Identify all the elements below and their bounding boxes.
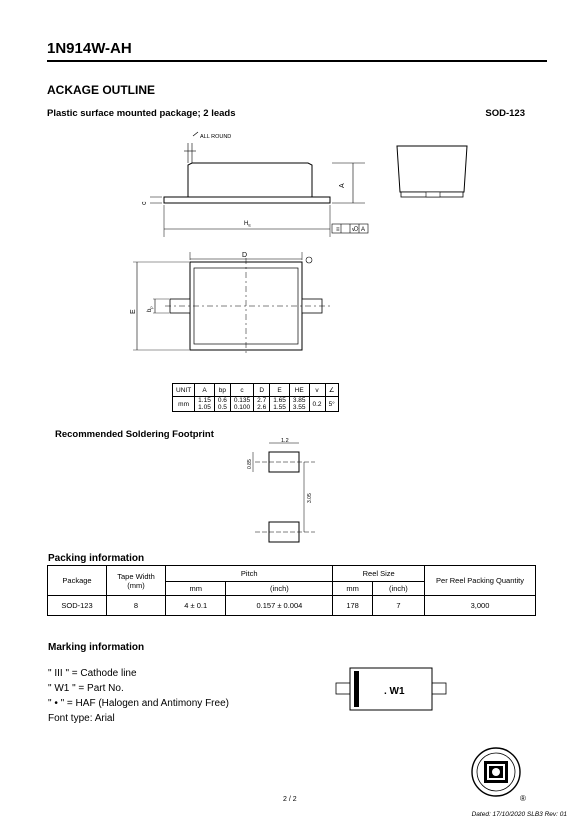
document-title: 1N914W-AH — [47, 40, 132, 57]
footprint-dim-top: 1.2 — [281, 438, 289, 444]
dim-He-label: $H_E$ — [244, 221, 252, 228]
dims-header: v — [309, 384, 325, 397]
dims-cell-c: 0.135 0.100 — [230, 397, 253, 412]
dims-cell-A: 1.15 1.05 — [195, 397, 215, 412]
page-number: 2 / 2 — [283, 796, 297, 803]
package-code: SOD-123 — [485, 108, 525, 119]
dims-header: UNIT — [173, 384, 195, 397]
footprint-drawing — [240, 437, 320, 549]
packing-heading: Packing information — [48, 553, 145, 564]
dims-cell-E: 1.65 1.55 — [270, 397, 290, 412]
packing-header-tape-width: Tape Width (mm) — [107, 566, 166, 596]
packing-cell-tape-width: 8 — [107, 596, 166, 616]
marking-heading: Marking information — [48, 642, 145, 653]
dims-header: bp — [214, 384, 230, 397]
package-description: Plastic surface mounted package; 2 leads — [47, 108, 236, 119]
marking-line-font: Font type: Arial — [48, 713, 115, 724]
packing-cell-reel-mm: 178 — [333, 596, 372, 616]
packing-header-pitch: Pitch — [166, 566, 333, 582]
dim-E-label: E — [130, 309, 137, 314]
revision-date: Dated: 17/10/2020 SLB3 Rev: 01 — [471, 811, 567, 818]
packing-cell-package: SOD-123 — [48, 596, 107, 616]
footprint-dim-left: 0.85 — [247, 459, 253, 469]
packing-cell-qty: 3,000 — [425, 596, 536, 616]
footprint-heading: Recommended Soldering Footprint — [55, 429, 214, 440]
dim-A-label: A — [339, 183, 346, 188]
side-view-drawing — [140, 125, 390, 240]
packing-header-reel-size: Reel Size — [333, 566, 425, 582]
marking-line-part-no: " W1 " = Part No. — [48, 683, 124, 694]
marking-line-haf: " • " = HAF (Halogen and Antimony Free) — [48, 698, 229, 709]
packing-cell-reel-inch: 7 — [372, 596, 424, 616]
packing-subheader-pitch-inch: (inch) — [226, 582, 333, 596]
dim-c-label: c — [141, 201, 148, 205]
packing-header-package: Package — [48, 566, 107, 596]
packing-subheader-reel-mm: mm — [333, 582, 372, 596]
dims-cell-v: 0.2 — [309, 397, 325, 412]
part-marking: . W1 — [384, 686, 405, 697]
svg-text:A: A — [361, 227, 366, 233]
dim-bp-label: $b_p$ — [147, 306, 154, 312]
end-view-drawing — [395, 144, 470, 206]
packing-table — [47, 565, 536, 616]
packing-subheader-pitch-mm: mm — [166, 582, 226, 596]
svg-text:v: v — [352, 227, 355, 233]
dims-header: D — [254, 384, 270, 397]
dims-cell-bp: 0.6 0.5 — [214, 397, 230, 412]
top-view-drawing — [125, 248, 335, 360]
dims-header: c — [230, 384, 253, 397]
dims-cell-He: 3.85 3.55 — [289, 397, 309, 412]
dims-header: ∠ — [325, 384, 338, 397]
all-round-label: ALL ROUND — [200, 134, 232, 140]
svg-text:≡: ≡ — [336, 227, 340, 233]
registered-mark: ® — [520, 794, 526, 803]
marking-line-cathode: " III " = Cathode line — [48, 668, 137, 679]
package-outline-heading: ACKAGE OUTLINE — [47, 83, 155, 97]
packing-header-per-reel: Per Reel Packing Quantity — [425, 566, 536, 596]
dims-header: E — [270, 384, 290, 397]
dims-cell-angle: 5° — [325, 397, 338, 412]
dims-unit: mm — [173, 397, 195, 412]
dims-header: HE — [289, 384, 309, 397]
packing-cell-pitch-mm: 4 ± 0.1 — [166, 596, 226, 616]
dim-D-label: D — [242, 252, 248, 259]
dims-header: A — [195, 384, 215, 397]
packing-cell-pitch-inch: 0.157 ± 0.004 — [226, 596, 333, 616]
packing-subheader-reel-inch: (inch) — [372, 582, 424, 596]
footprint-dim-right: 3.05 — [307, 493, 313, 503]
dims-cell-D: 2.7 2.6 — [254, 397, 270, 412]
certification-seal-icon — [471, 747, 531, 803]
title-rule — [47, 60, 547, 62]
marking-drawing — [334, 664, 450, 714]
dimensions-table — [172, 383, 339, 412]
